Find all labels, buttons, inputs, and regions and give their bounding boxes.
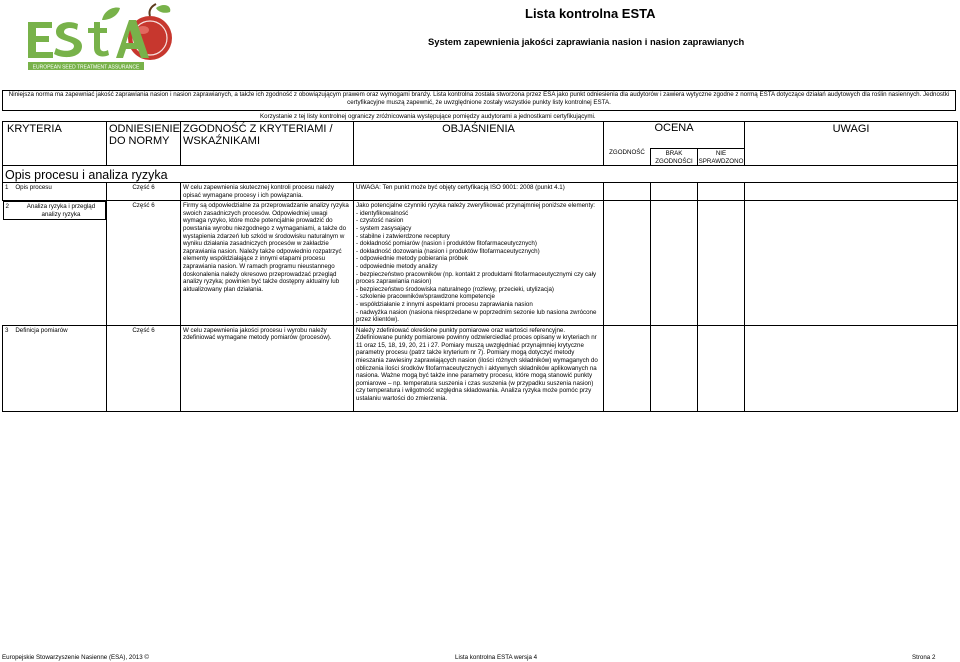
header-zgodnosc: ZGODNOŚĆ Z KRYTERIAMI / WSKAŹNIKAMI — [181, 122, 354, 166]
ocena-zgodnosc-cell[interactable] — [604, 183, 651, 201]
footer-version: Lista kontrolna ESTA wersja 4 — [455, 654, 538, 661]
explanation-line: - nadwyżka nasion (nasiona niesprzedane w poprzednim sezonie lub nasiona zwrócone przez klientów). — [356, 308, 597, 324]
footer-page-number: Strona 2 — [912, 654, 936, 661]
explanation-line: - czystość nasion — [356, 217, 404, 225]
table-row — [3, 325, 958, 411]
explanation-line: - odpowiednie metody analizy — [356, 262, 438, 270]
row-compliance: W celu zapewnienia skutecznej kontroli procesu należy opisać wymagane procesy i ich powiązania. — [181, 183, 354, 201]
row-compliance: Firmy są odpowiedzialne za przeprowadzanie analizy ryzyka swoich zasadniczych procesów. Odpowiedniej uwagi wymaga ryzyko, które może potencjalnie prowadzić do powstania wyrobu niezgodnego z wymaganiami, a także do wystąpienia zdarzeń lub szkód w środowisku naturalnym w wyniku działania zasadniczych procesów w zakładzie zaprawiania nasion. Należy także odpowiednio rozpatrzyć elementy współdziałające z innymi etapami procesu zaprawiania nasion. W ramach programu nieustannego doskonalenia należy okresowo przeprowadzać przegląd analizy ryzyka; powinien być także dostępny aktualny lub aktualizowany plan działania. — [181, 201, 354, 326]
header-ocena: OCENA — [654, 122, 694, 134]
row-explanation — [354, 183, 604, 201]
usage-note: Korzystanie z tej listy kontrolnej ograniczy zróżnicowania występujące pomiędzy audytorami a jednostkami certyfikującymi. — [260, 113, 596, 120]
table-header-row — [3, 122, 958, 166]
intro-paragraph: Niniejsza norma ma zapewniać jakość zaprawiania nasion i nasion zaprawianych, a także ich zgodność z obowiązującym prawem oraz wymogami branży. Lista kontrolna została stworzona przez ESA jako punkt odniesienia dla audytorów i zawiera wytyczne zgodne z normą ESTA dotyczące działań audytowych dla roślin nasiennych. Jednostki certyfikacyjne muszą zapewnić, że uwzględnione zostały wszystkie punkty listy kontrolnej ESTA. — [2, 90, 956, 111]
row-number: 1 — [5, 184, 9, 191]
row-criterion: Opis procesu — [15, 184, 52, 191]
uwagi-cell[interactable] — [745, 201, 958, 326]
uwagi-cell[interactable] — [745, 183, 958, 201]
row-reference: Część 6 — [107, 183, 181, 201]
header-ocena-nie-sprawdzono: NIE SPRAWDZONO — [698, 150, 744, 165]
header-objasnienia: OBJAŚNIENIA — [354, 122, 604, 166]
ocena-zgodnosc-cell[interactable] — [604, 325, 651, 411]
page-subtitle: System zapewnienia jakości zaprawiania nasion i nasion zaprawianych — [428, 36, 745, 47]
row-number: 3 — [5, 326, 9, 334]
header-ocena-zgodnosc: ZGODNOŚĆ — [609, 149, 645, 156]
row-criterion: Analiza ryzyka i przegląd analizy ryzyka — [26, 203, 96, 218]
explanation-line: - odpowiednie metody pobierania próbek — [356, 255, 468, 263]
header-kryteria: KRYTERIA — [3, 122, 107, 166]
explanation-line: - system zasysający — [356, 224, 412, 232]
esta-logo — [22, 2, 182, 76]
table-row — [3, 183, 958, 201]
header-odniesienie: ODNIESIENIE DO NORMY — [107, 122, 181, 166]
explanation-line: - dokładność dozowania (nasion i produktów fitofarmaceutycznych) — [356, 247, 540, 255]
ocena-zgodnosc-cell[interactable] — [604, 201, 651, 326]
ocena-nie-sprawdzono-cell[interactable] — [698, 201, 745, 326]
explanation-line: - szkolenie pracowników/sprawdzone kompetencje — [356, 293, 495, 301]
explanation-line: - identyfikowalność — [356, 209, 409, 217]
row-explanation — [354, 325, 604, 411]
row-compliance: W celu zapewnienia jakości procesu i wyrobu należy zdefiniować wymagane metody pomiarów (procesów). — [181, 325, 354, 411]
uwagi-cell[interactable] — [745, 325, 958, 411]
explanation-line: - stabilne i zatwierdzone receptury — [356, 232, 450, 240]
footer-copyright: Europejskie Stowarzyszenie Nasienne (ESA), 2013 © — [2, 654, 149, 661]
row-reference: Część 6 — [107, 201, 181, 326]
row-criterion: Definicja pomiarów — [15, 326, 68, 334]
esta-wordmark-icon — [28, 8, 149, 59]
logo-tagline: EUROPEAN SEED TREATMENT ASSURANCE — [32, 64, 140, 71]
section-row — [3, 166, 958, 183]
ocena-nie-sprawdzono-cell[interactable] — [698, 325, 745, 411]
explanation-line: UWAGA: Ten punkt może być objęty certyfikacją ISO 9001: 2008 (punkt 4.1) — [356, 184, 565, 191]
explanation-line: - bezpieczeństwo środowiska naturalnego (rozlewy, przecieki, utylizacja) — [356, 285, 554, 293]
ocena-nie-sprawdzono-cell[interactable] — [698, 183, 745, 201]
explanation-line: - dokładność pomiarów (nasion i produktów fitofarmaceutycznych) — [356, 240, 537, 248]
header-ocena-brak: BRAK ZGODNOŚCI — [650, 148, 697, 165]
explanation-line: Jako potencjalne czynniki ryzyka należy zweryfikować przynajmniej poniższe elementy: — [356, 202, 596, 210]
header-ocena-group — [604, 122, 745, 166]
section-title: Opis procesu i analiza ryzyka — [3, 166, 958, 183]
header-uwagi: UWAGI — [745, 122, 958, 166]
page-title: Lista kontrolna ESTA — [525, 6, 656, 21]
table-row — [3, 201, 958, 326]
row-number: 2 — [5, 203, 9, 211]
row-reference: Część 6 — [107, 325, 181, 411]
row-explanation — [354, 201, 604, 326]
ocena-brak-cell[interactable] — [651, 183, 698, 201]
ocena-brak-cell[interactable] — [651, 201, 698, 326]
ocena-brak-cell[interactable] — [651, 325, 698, 411]
explanation-line: - współdziałanie z innymi aspektami procesu zaprawiania nasion — [356, 300, 533, 308]
checklist-table — [2, 121, 958, 412]
explanation-line: Należy zdefiniować określone punkty pomiarowe oraz wartości referencyjne. Zdefiniowane punkty pomiarowe powinny odzwierciedlać proces opisany w kryteriach nr 11 oraz 15, 18, 19, 20, 21 i 27. Pomiary muszą uwzględniać przynajmniej krytyczne parametry procesu (patrz także kryterium nr 7). Pomiary mogą dotyczyć metody mieszania zawiesiny zaprawiających nasion (ilości różnych składników) wymaganych do obliczenia ilości środków fitofarmaceutycznych i aktywnych składników aplikowanych na nasiona. Ważne mogą być także inne parametry procesu, które mogą stanowić punkty pomiarowe – np. temperatura suszenia i czas suszenia (w przypadku suszenia nasion) czy temperatura i wilgotność względna składowania. Analiza ryzyka może pomóc przy ustalaniu wartości do zmierzenia. — [356, 326, 598, 403]
explanation-line: - bezpieczeństwo pracowników (np. kontakt z produktami fitofarmaceutycznymi czy cały proces zaprawiania nasion) — [356, 270, 597, 286]
